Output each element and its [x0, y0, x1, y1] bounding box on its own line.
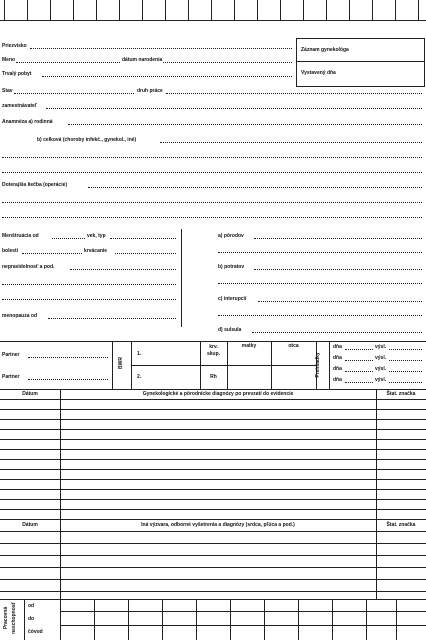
blank-mid-1[interactable] — [2, 284, 176, 285]
table-row[interactable] — [0, 543, 426, 544]
table2-code-header: Štat. značka — [386, 522, 416, 528]
blank-mid-2[interactable] — [2, 299, 176, 300]
label-cis: čóvod — [28, 629, 43, 635]
label-druh-prace: druh práce — [137, 88, 163, 94]
table-row[interactable] — [0, 489, 426, 490]
field-zamestnavatel[interactable] — [46, 108, 422, 109]
blank-line-3[interactable] — [2, 202, 422, 203]
mid-divider — [181, 229, 182, 327]
other-exams-table — [0, 519, 426, 599]
table2-date-header: Dátum — [22, 522, 38, 528]
label-vysl-1: výsl. — [375, 344, 387, 350]
field-stav[interactable] — [14, 93, 134, 94]
label-priezvisko: Priezvisko — [2, 43, 27, 49]
field-sulsula[interactable] — [252, 332, 422, 333]
grid-cell[interactable] — [332, 599, 333, 640]
table-row[interactable] — [0, 579, 426, 580]
field-vek-typ[interactable] — [110, 238, 176, 239]
field-vysl-1[interactable] — [389, 349, 422, 350]
field-vysl-3[interactable] — [389, 371, 422, 372]
label-skup: skup. — [206, 351, 221, 357]
field-nepravidelnost[interactable] — [70, 269, 176, 270]
record-box — [296, 38, 425, 87]
label-dna-3: dňa — [333, 366, 342, 372]
label-zaznam-gynekologa: Záznam gynekológa — [301, 47, 349, 53]
label-krv: krv. — [209, 344, 218, 350]
table-row[interactable] — [0, 419, 426, 420]
table1-main-header: Gynekologické a pôrodnícke diagnózy po prevzatí do evidencie — [142, 391, 294, 397]
table-row[interactable] — [0, 567, 426, 568]
sick-leave-grid — [0, 599, 426, 640]
field-vysl-2[interactable] — [389, 360, 422, 361]
blank-line-1[interactable] — [2, 157, 422, 158]
label-partner-1: Partner — [2, 352, 20, 358]
field-dna-1[interactable] — [345, 349, 373, 350]
label-vysl-3: výsl. — [375, 366, 387, 372]
table-row[interactable] — [0, 409, 426, 410]
label-partner-2: Partner — [2, 374, 20, 380]
table-row[interactable] — [0, 459, 426, 460]
label-rh: Rh — [210, 374, 217, 380]
field-dna-3[interactable] — [345, 371, 373, 372]
label-vysl-2: výsl. — [375, 355, 387, 361]
label-anamneza: Anamnéza a) rodinná — [2, 119, 53, 125]
grid-cell[interactable] — [396, 599, 397, 640]
field-dna-2[interactable] — [345, 360, 373, 361]
grid-cell[interactable] — [264, 599, 265, 640]
label-matky: matky — [241, 343, 257, 349]
field-datum-narodenia[interactable] — [163, 62, 292, 63]
blank-line-2[interactable] — [2, 172, 422, 173]
table2-main-header: Iná výzvara, odborné vyšetrenia a diagnózy (srdca, pľúca a pod.) — [141, 522, 295, 528]
diagnoses-table — [0, 389, 426, 519]
grid-cell[interactable] — [298, 599, 299, 640]
blank-right-1[interactable] — [218, 252, 422, 253]
label-doterajsia-liecba: Doterajšia liečba (operácie) — [2, 182, 68, 188]
grid-cell[interactable] — [94, 599, 95, 640]
table-row[interactable] — [0, 439, 426, 440]
grid-cell[interactable] — [128, 599, 129, 640]
grid-cell[interactable] — [162, 599, 163, 640]
field-menopauza[interactable] — [48, 318, 176, 319]
field-meno[interactable] — [16, 62, 120, 63]
field-krvacanie[interactable] — [115, 253, 176, 254]
label-interupcii: c) interupcií — [218, 296, 247, 302]
prehliadky-rows — [331, 342, 424, 388]
label-prehliadky: Prehliadky — [315, 352, 321, 378]
label-vysl-4: výsl. — [375, 377, 387, 383]
grid-cell[interactable] — [230, 599, 231, 640]
table-row[interactable] — [0, 469, 426, 470]
label-r2: 2. — [137, 374, 142, 380]
blank-right-3[interactable] — [218, 315, 422, 316]
label-dna-1: dňa — [333, 344, 342, 350]
label-r1: 1. — [137, 351, 142, 357]
field-bolesti[interactable] — [22, 253, 82, 254]
label-do: do — [28, 616, 35, 622]
label-bwr: BWR — [118, 357, 124, 369]
table-row[interactable] — [0, 499, 426, 500]
label-celkova: b) celková (choroby infekč., gynekol., iné) — [37, 137, 137, 143]
top-grid — [0, 0, 426, 20]
grid-cell[interactable] — [196, 599, 197, 640]
blank-line-4[interactable] — [2, 217, 422, 218]
field-anamneza[interactable] — [68, 124, 422, 125]
table-row[interactable] — [0, 479, 426, 480]
label-vek-typ: vek, typ — [87, 233, 106, 239]
label-stav: Stav — [2, 88, 13, 94]
label-menopauza: menopauza od — [2, 313, 38, 319]
label-od: od — [28, 603, 35, 609]
label-otca: otca — [288, 343, 299, 349]
label-krvacanie: krvácanie — [84, 248, 108, 254]
label-sulsula: d) sulsula — [218, 327, 242, 333]
table-row[interactable] — [0, 591, 426, 592]
label-potratov: b) potratov — [218, 264, 245, 270]
label-nepravidelnost: nepravidelnosť a pod. — [2, 264, 55, 270]
label-neschopnost: neschopnosť — [11, 602, 17, 634]
field-partner-2[interactable] — [28, 379, 108, 380]
table-row[interactable] — [0, 429, 426, 430]
table1-code-header: Štat. značka — [386, 391, 416, 397]
label-trvaly-pobyt: Trvalý pobyt — [2, 71, 32, 77]
label-porodov: a) pôrodov — [218, 233, 244, 239]
label-bolesti: bolesti — [2, 248, 19, 254]
field-vysl-4[interactable] — [389, 382, 422, 383]
table-row[interactable] — [0, 555, 426, 556]
label-pracovna: Pracovná — [3, 606, 9, 630]
field-doterajsia-liecba[interactable] — [88, 187, 422, 188]
table-row[interactable] — [0, 509, 426, 510]
field-celkova[interactable] — [160, 142, 422, 143]
blank-right-2[interactable] — [218, 283, 422, 284]
field-druh-prace[interactable] — [166, 93, 422, 94]
field-trvaly-pobyt[interactable] — [42, 76, 292, 77]
field-porodov[interactable] — [254, 238, 422, 239]
label-vystaveny-dna: Vystavený dňa — [301, 70, 336, 76]
field-potratov[interactable] — [254, 269, 422, 270]
label-dna-2: dňa — [333, 355, 342, 361]
field-priezvisko[interactable] — [30, 48, 292, 49]
label-datum-narodenia: dátum narodenia — [122, 57, 163, 63]
field-menstruacia[interactable] — [52, 238, 85, 239]
field-interupcii[interactable] — [258, 301, 422, 302]
table-row[interactable] — [0, 449, 426, 450]
label-zamestnavatel: zamestnávateľ — [2, 103, 37, 109]
table1-date-header: Dátum — [22, 391, 38, 397]
field-dna-4[interactable] — [345, 382, 373, 383]
grid-cell[interactable] — [366, 599, 367, 640]
label-menstruacia: Menštruácia od — [2, 233, 39, 239]
field-partner-1[interactable] — [28, 357, 108, 358]
label-meno: Meno — [2, 57, 16, 63]
label-dna-4: dňa — [333, 377, 342, 383]
